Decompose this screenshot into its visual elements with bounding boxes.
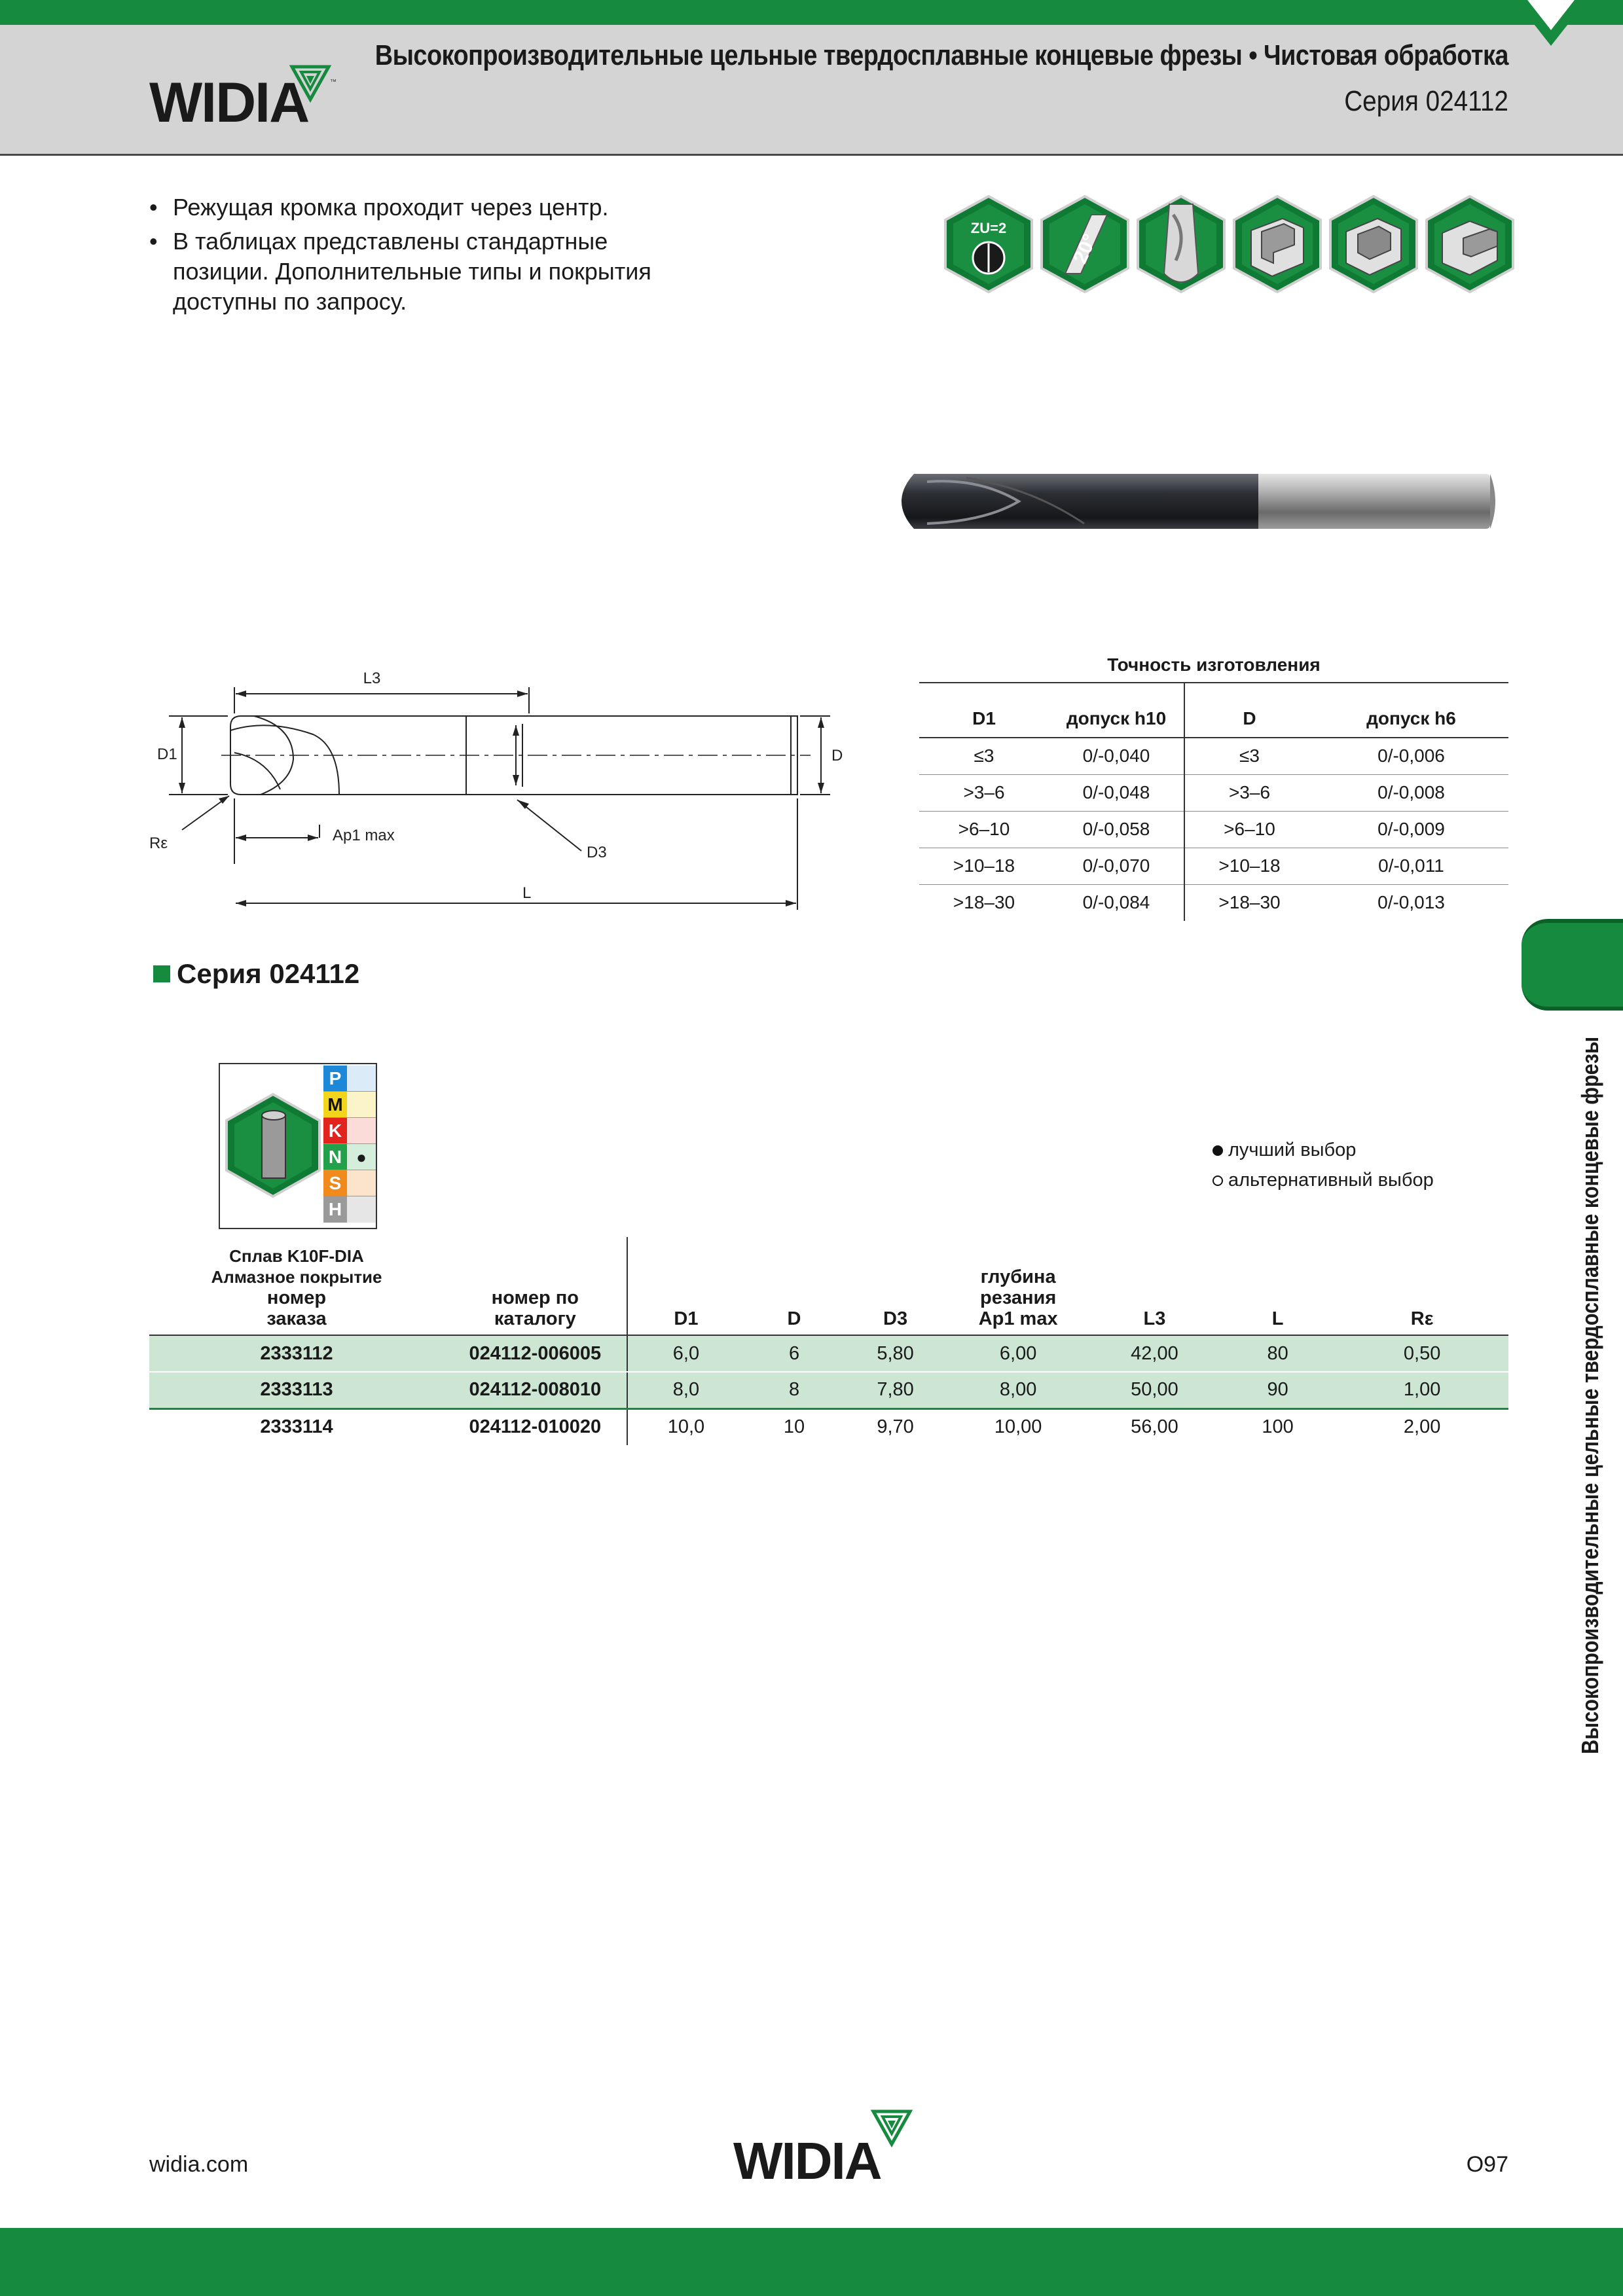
table-row — [149, 1408, 1508, 1445]
page-series: Серия 024112 — [1344, 85, 1508, 117]
svg-text:ZU=2: ZU=2 — [970, 220, 1007, 236]
tolerance-cell: 0/-0,006 — [1314, 738, 1508, 774]
page-number: O97 — [1466, 2152, 1508, 2177]
catalog-number: 024112-010020 — [444, 1408, 627, 1445]
material-mark: ● — [347, 1144, 376, 1170]
tolerance-cell: 0/-0,058 — [1049, 811, 1184, 848]
order-number: 2333114 — [260, 1416, 333, 1438]
section-tab — [1522, 919, 1623, 1011]
footer-triangle-logo-icon — [871, 2109, 923, 2148]
re-value: 0,50 — [1336, 1335, 1508, 1372]
col-d-header: D — [744, 1237, 844, 1335]
tolerance-cell: 0/-0,070 — [1049, 848, 1184, 884]
tolerance-cell: >10–18 — [919, 848, 1049, 884]
svg-text:™: ™ — [330, 79, 337, 86]
tolerance-cell: >18–30 — [953, 892, 1015, 913]
feature-item: • В таблицах представлены стандартные позиции. Дополнительные типы и покрытия доступны по запросу. — [149, 226, 673, 317]
tolerance-title: Точность изготовления — [1107, 655, 1321, 675]
shoulder-milling-icon — [1424, 195, 1516, 293]
technical-drawing — [149, 661, 863, 923]
tolerance-cell: ≤3 — [1184, 738, 1314, 774]
widia-triangle-logo-icon — [289, 64, 342, 103]
drawing-label-re: Rε — [149, 834, 168, 852]
bottom-color-bar — [0, 2228, 1623, 2296]
corner-triangle-inner — [1527, 0, 1575, 30]
ap-value: 8,00 — [947, 1372, 1089, 1408]
ap-value: 10,00 — [994, 1416, 1042, 1438]
col-re-header: Rε — [1336, 1237, 1508, 1335]
tolerance-header: D1 — [919, 683, 1049, 738]
col-catalog-label: номер по каталогу — [491, 1287, 579, 1329]
tolerance-cell: >3–6 — [1184, 774, 1314, 811]
col-order-header — [149, 1237, 444, 1335]
ap-value: 6,00 — [947, 1335, 1089, 1372]
l-value: 80 — [1220, 1335, 1336, 1372]
drawing-label-ap1: Ap1 max — [333, 827, 395, 844]
col-d3-header: D3 — [844, 1237, 947, 1335]
tolerance-cell: 0/-0,009 — [1314, 811, 1508, 848]
footer-url: widia.com — [149, 2152, 249, 2177]
table-row — [149, 1372, 1508, 1408]
open-dot-icon — [1213, 1175, 1223, 1186]
material-row — [323, 1170, 376, 1196]
legend-best: лучший выбор — [1213, 1135, 1434, 1165]
end-mill-product-photo — [888, 469, 1503, 534]
drawing-label-l3: L3 — [363, 670, 381, 687]
helix-20-icon — [1039, 195, 1131, 293]
table-row — [919, 884, 1508, 921]
tolerance-cell: 0/-0,013 — [1377, 892, 1445, 913]
tolerance-cell: >10–18 — [1184, 848, 1314, 884]
order-number: 2333113 — [149, 1372, 444, 1408]
material-mark — [347, 1092, 376, 1117]
col-order-label: номер заказа — [266, 1287, 327, 1329]
legend-alt: альтернативный выбор — [1213, 1165, 1434, 1195]
material-mark — [347, 1118, 376, 1143]
material-letter-m: M — [323, 1092, 347, 1117]
d3-value: 7,80 — [844, 1372, 947, 1408]
tolerance-cell: 0/-0,048 — [1049, 774, 1184, 811]
product-table — [149, 1237, 1508, 1445]
svg-text:20°: 20° — [1069, 230, 1101, 267]
d3-value: 5,80 — [844, 1335, 947, 1372]
table-row — [919, 738, 1508, 774]
legend — [1213, 1135, 1434, 1195]
material-mark — [347, 1066, 376, 1091]
l3-value: 56,00 — [1131, 1416, 1178, 1438]
slotting-icon — [1231, 195, 1323, 293]
drawing-label-d1: D1 — [157, 745, 177, 763]
material-letter-s: S — [323, 1170, 347, 1196]
col-ap-label: глубина резания Ap1 max — [978, 1266, 1058, 1329]
filled-dot-icon — [1213, 1145, 1223, 1156]
page-title: Высокопроизводительные цельные твердосплавные концевые фрезы • Чистовая обработка — [374, 39, 1508, 71]
d-value: 6 — [744, 1335, 844, 1372]
tolerance-cell: >6–10 — [1184, 811, 1314, 848]
col-catalog-header — [444, 1237, 627, 1335]
catalog-number: 024112-008010 — [444, 1372, 627, 1408]
material-letter-k: K — [323, 1118, 347, 1143]
drawing-label-d3: D3 — [587, 844, 607, 861]
table-row — [919, 774, 1508, 811]
header-logo — [149, 71, 308, 135]
footer-logo — [733, 2131, 881, 2191]
col-d1-header: D1 — [627, 1237, 745, 1335]
material-application-box — [219, 1063, 377, 1229]
footer-brand-wordmark: WIDIA — [733, 2132, 881, 2190]
d1-value: 8,0 — [627, 1372, 745, 1408]
d1-value: 6,0 — [627, 1335, 745, 1372]
l-value: 90 — [1220, 1372, 1336, 1408]
feature-item: • Режущая кромка проходит через центр. — [149, 192, 673, 223]
material-row — [323, 1196, 376, 1223]
tolerance-cell: 0/-0,040 — [1049, 738, 1184, 774]
material-letter-n: N — [323, 1144, 347, 1170]
col-l-header: L — [1220, 1237, 1336, 1335]
l3-value: 50,00 — [1089, 1372, 1220, 1408]
series-heading-text: Серия 024112 — [177, 958, 360, 989]
col-l3-header: L3 — [1089, 1237, 1220, 1335]
material-groups — [323, 1066, 376, 1223]
tolerance-header: допуск h10 — [1049, 683, 1184, 738]
solid-carbide-hex-icon — [224, 1093, 322, 1198]
coating-label: Алмазное покрытие — [211, 1267, 382, 1287]
material-mark — [347, 1170, 376, 1196]
l3-value: 42,00 — [1089, 1335, 1220, 1372]
alloy-label: Сплав K10F-DIA — [229, 1246, 364, 1266]
tolerance-header-row — [919, 683, 1508, 738]
material-row — [323, 1118, 376, 1144]
d-value: 8 — [744, 1372, 844, 1408]
top-color-bar — [0, 0, 1623, 25]
brand-wordmark: WIDIA — [149, 71, 309, 134]
tolerance-cell: >3–6 — [919, 774, 1049, 811]
pocketing-icon — [1328, 195, 1419, 293]
col-ap-header — [947, 1237, 1089, 1335]
zu2-flutes-icon — [943, 195, 1034, 293]
tolerance-header: D — [1184, 683, 1314, 738]
series-heading — [153, 958, 359, 990]
tolerance-cell: 0/-0,084 — [1049, 884, 1184, 921]
tolerance-cell: >18–30 — [1218, 892, 1281, 913]
material-letter-p: P — [323, 1066, 347, 1091]
drawing-label-l: L — [522, 884, 532, 902]
material-row — [323, 1092, 376, 1118]
l-value: 100 — [1262, 1416, 1294, 1438]
table-row — [919, 811, 1508, 848]
d1-value: 10,0 — [667, 1416, 705, 1438]
tolerance-cell: >6–10 — [919, 811, 1049, 848]
material-letter-h: H — [323, 1196, 347, 1223]
d-value: 10 — [783, 1416, 805, 1438]
tolerance-cell: 0/-0,011 — [1314, 848, 1508, 884]
tolerance-cell: 0/-0,008 — [1314, 774, 1508, 811]
tolerance-header: допуск h6 — [1314, 683, 1508, 738]
re-value: 2,00 — [1403, 1416, 1441, 1438]
drill-flute-icon — [1135, 195, 1227, 293]
d3-value: 9,70 — [877, 1416, 914, 1438]
catalog-number: 024112-006005 — [444, 1335, 627, 1372]
material-row — [323, 1066, 376, 1092]
series-marker-icon — [153, 965, 170, 982]
tolerance-table — [919, 682, 1508, 921]
tolerance-cell: ≤3 — [919, 738, 1049, 774]
table-row — [149, 1335, 1508, 1372]
side-section-title: Высокопроизводительные цельные твердосплавные концевые фрезы — [1577, 1036, 1603, 1754]
order-number: 2333112 — [149, 1335, 444, 1372]
product-header-row — [149, 1237, 1508, 1335]
material-mark — [347, 1196, 376, 1223]
feature-list — [149, 192, 673, 321]
re-value: 1,00 — [1336, 1372, 1508, 1408]
material-row — [323, 1144, 376, 1170]
table-row — [919, 848, 1508, 884]
drawing-label-d: D — [831, 747, 843, 764]
